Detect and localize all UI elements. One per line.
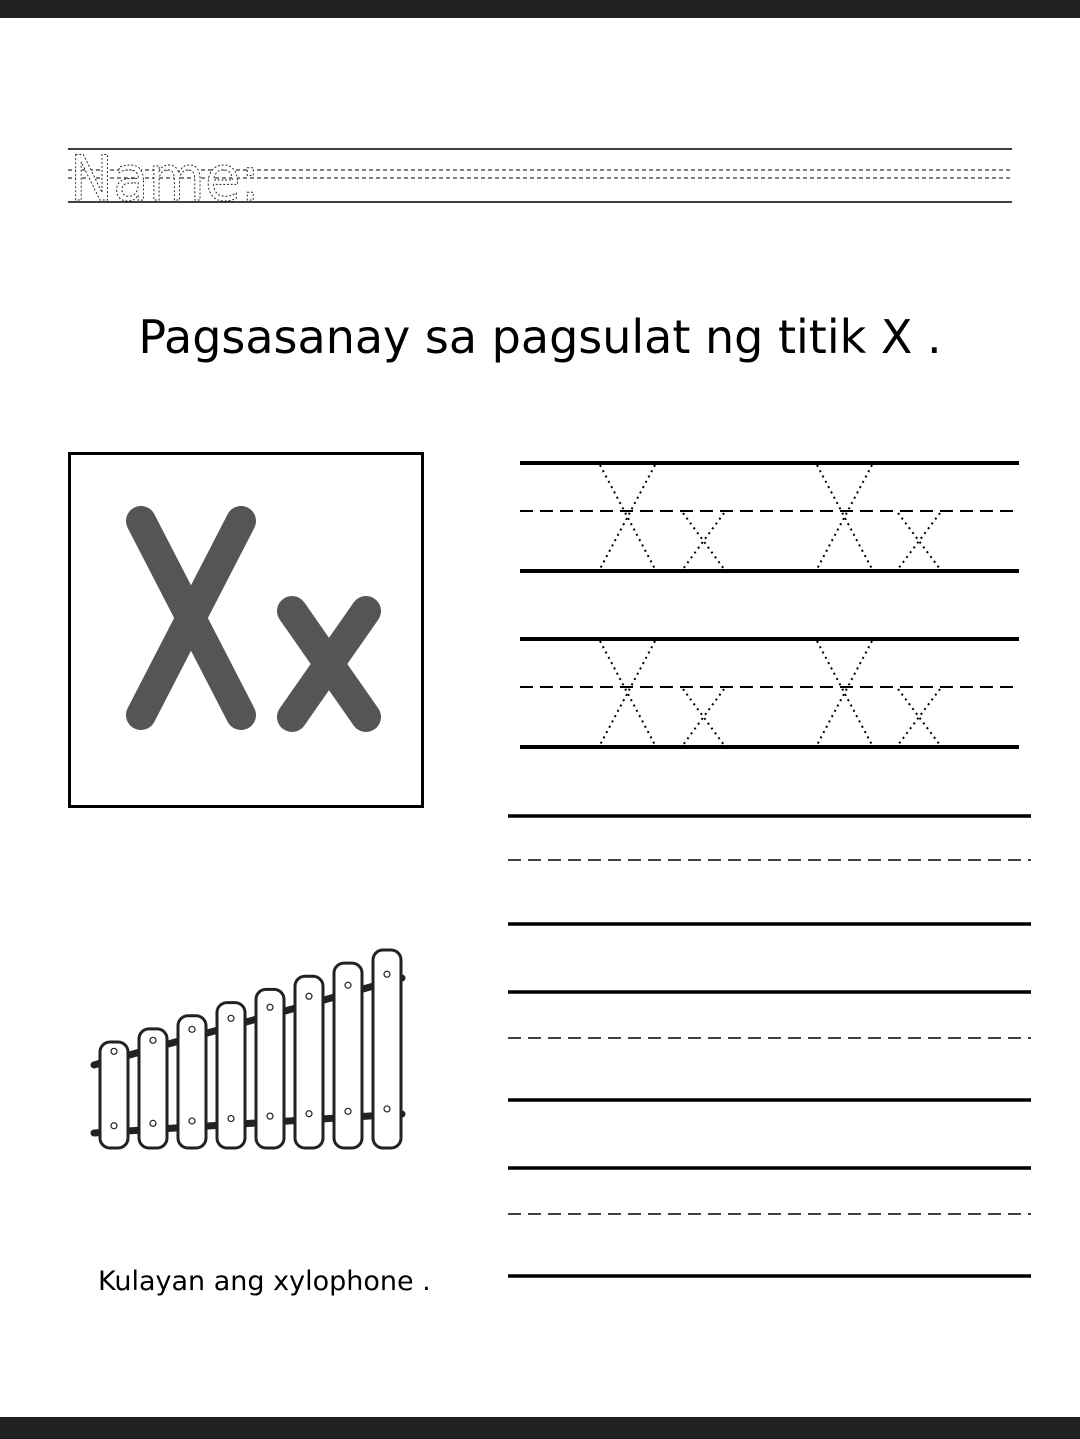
blank-row-3 [508,1168,1031,1276]
xylophone-bar-peg [228,1116,234,1122]
blank-row-2 [508,992,1031,1100]
xylophone-drawing [86,940,416,1160]
letter-display-box [68,452,424,808]
coloring-instruction: Kulayan ang xylophone . [98,1266,431,1297]
xylophone-picture [86,940,416,1160]
top-border-bar [0,0,1080,18]
xylophone-bar-peg [111,1123,117,1129]
xylophone-bar-peg [384,1106,390,1112]
blank-row-1 [508,816,1031,924]
xylophone-bar [139,1029,167,1148]
xylophone-bar [178,1016,206,1148]
name-label: Name: [70,142,260,215]
xylophone-bar-peg [345,1108,351,1114]
xylophone-bar [217,1003,245,1148]
xylophone-bar [295,976,323,1148]
xylophone-bar-peg [150,1120,156,1126]
xylophone-bar-peg [189,1118,195,1124]
xylophone-bar-peg [228,1015,234,1021]
xylophone-bar-peg [345,982,351,988]
xylophone-bar [373,950,401,1148]
trace-row-1 [520,463,1019,571]
xylophone-bar-peg [150,1037,156,1043]
name-line[interactable] [66,140,1014,215]
xylophone-bar-peg [306,993,312,999]
xylophone-bar [256,989,284,1148]
xylophone-bar-peg [111,1048,117,1054]
letter-xx-display [71,455,427,811]
xylophone-bar-peg [306,1111,312,1117]
xylophone-bar-peg [267,1004,273,1010]
xylophone-bar-peg [267,1113,273,1119]
practice-lines [505,450,1045,1300]
xylophone-bar-peg [384,971,390,977]
writing-practice-area[interactable] [505,450,1045,1300]
trace-row-2 [520,639,1019,747]
name-writing-lines [66,140,1014,215]
worksheet-title: Pagsasanay sa pagsulat ng titik X . [138,310,942,364]
xylophone-bar-peg [189,1026,195,1032]
xylophone-bar [334,963,362,1148]
bottom-border-bar [0,1417,1080,1439]
xylophone-bar [100,1042,128,1148]
